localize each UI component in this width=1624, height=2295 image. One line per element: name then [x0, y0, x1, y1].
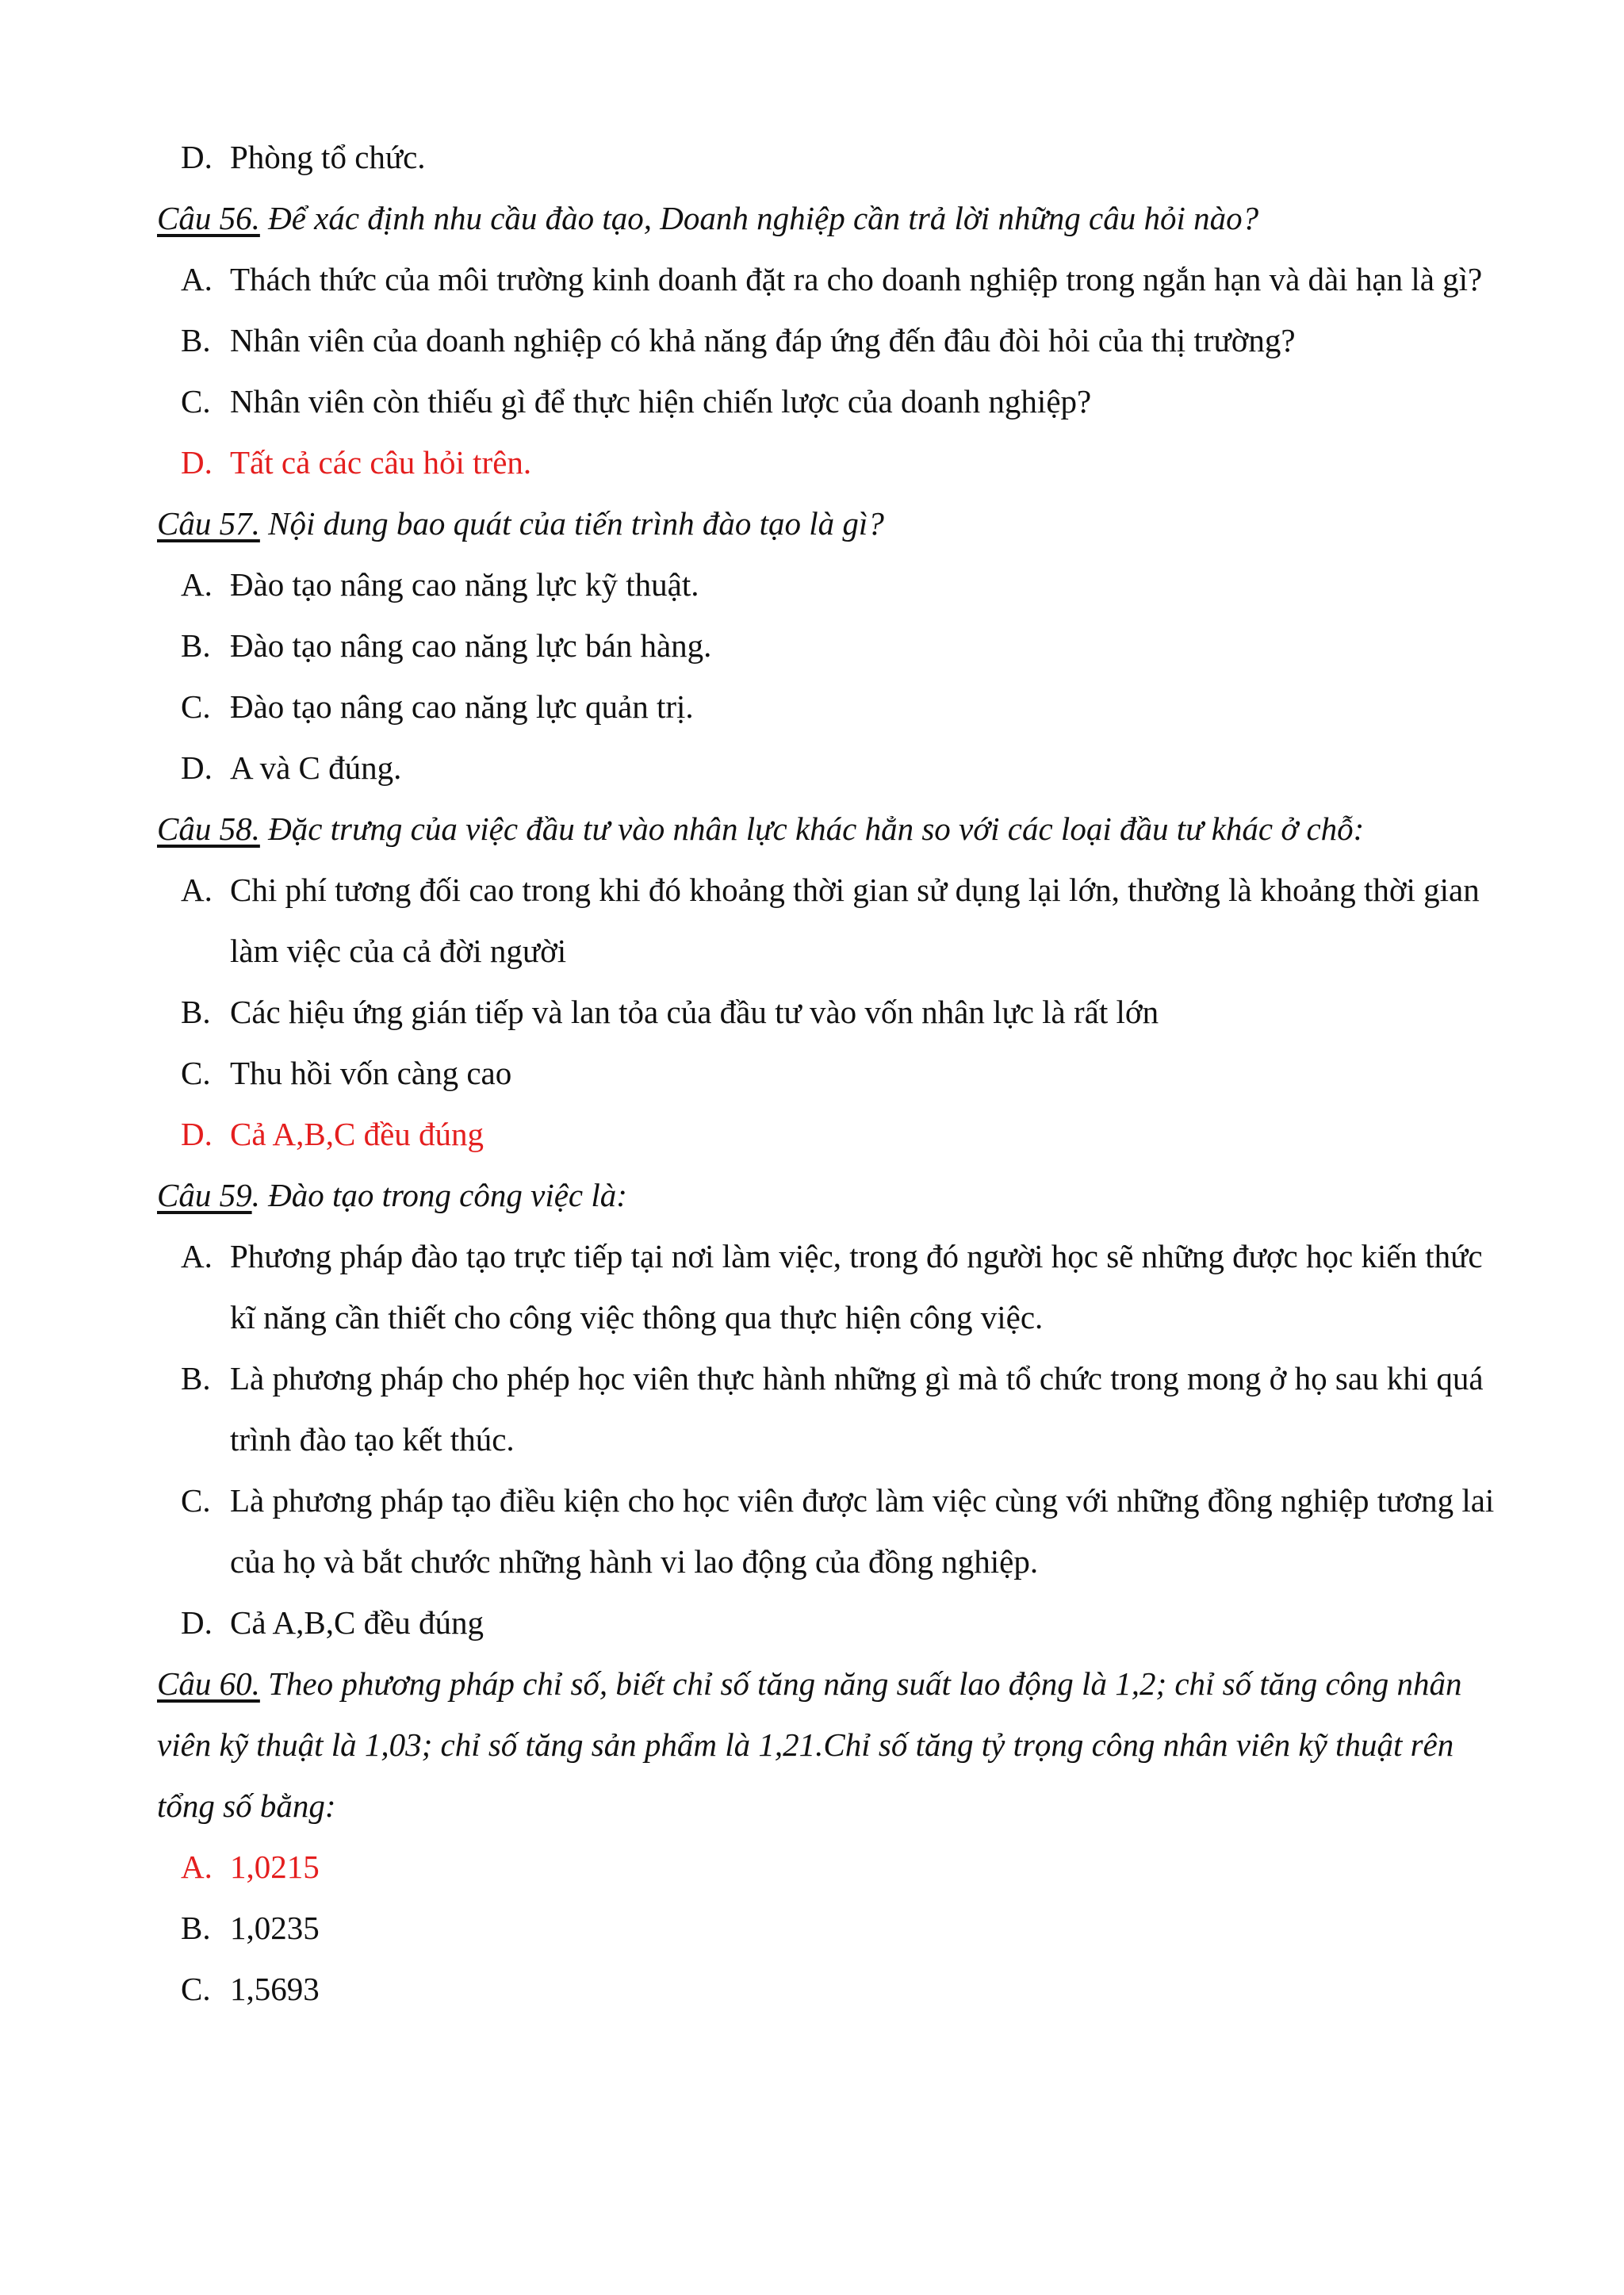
option-letter: C.: [181, 688, 211, 725]
option-letter: C.: [181, 1482, 211, 1519]
answer-option: [181, 1470, 1515, 1592]
option-text: Cả A,B,C đều đúng: [230, 1604, 485, 1641]
option-text: Thách thức của môi trường kinh doanh đặt ra cho doanh nghiệp trong ngắn hạn và dài hạn là gì?: [230, 261, 1483, 297]
answer-option: [181, 371, 1515, 432]
option-letter: A.: [181, 261, 213, 297]
question-text: Theo phương pháp chỉ số, biết chỉ số tăng năng suất lao động là 1,2; chỉ số tăng công nhân viên kỹ thuật là 1,03; chỉ số tăng sản phẩm là 1,21.Chỉ số tăng tỷ trọng công nhân viên kỹ thuật rên tổng số bằng:: [157, 1665, 1462, 1824]
option-letter: D.: [181, 1604, 213, 1641]
option-text: Phương pháp đào tạo trực tiếp tại nơi làm việc, trong đó người học sẽ những được học kiến thức kĩ năng cần thiết cho công việc thông qua thực hiện công việc.: [230, 1238, 1483, 1335]
option-letter: A.: [181, 872, 213, 908]
answer-option: [181, 1226, 1515, 1348]
option-text: Đào tạo nâng cao năng lực kỹ thuật.: [230, 566, 699, 603]
answer-option: [181, 127, 1515, 188]
option-letter: B.: [181, 994, 211, 1030]
question-number: Câu 59: [157, 1177, 252, 1213]
option-letter: B.: [181, 627, 211, 664]
question-57: [157, 493, 1489, 554]
option-text: Đào tạo nâng cao năng lực quản trị.: [230, 688, 694, 725]
option-text: Cả A,B,C đều đúng: [230, 1116, 485, 1152]
correct-answer-option: [181, 432, 1515, 493]
correct-answer-option: [181, 1837, 1515, 1898]
question-58: [157, 799, 1489, 860]
option-text: Là phương pháp tạo điều kiện cho học viên được làm việc cùng với những đồng nghiệp tương lai của họ và bắt chước những hành vi lao động của đồng nghiệp.: [230, 1482, 1495, 1580]
question-number: Câu 58.: [157, 810, 260, 847]
option-text: Chi phí tương đối cao trong khi đó khoảng thời gian sử dụng lại lớn, thường là khoảng thời gian làm việc của cả đời người: [230, 872, 1480, 969]
option-letter: A.: [181, 566, 213, 603]
answer-option: [181, 615, 1515, 676]
question-number: Câu 60.: [157, 1665, 260, 1702]
question-text: Đặc trưng của việc đầu tư vào nhân lực khác hẳn so với các loại đầu tư khác ở chỗ:: [268, 810, 1365, 847]
answer-option: [181, 1043, 1515, 1104]
option-text: 1,0215: [230, 1849, 320, 1885]
answer-option: [181, 1959, 1515, 2020]
answer-option: [181, 676, 1515, 738]
answer-option: [181, 982, 1515, 1043]
answer-option: [181, 1898, 1515, 1959]
option-letter: C.: [181, 383, 211, 420]
option-text: A và C đúng.: [230, 749, 402, 786]
option-text: Thu hồi vốn càng cao: [230, 1055, 512, 1091]
option-letter: D.: [181, 444, 213, 481]
answer-option: [181, 860, 1515, 982]
option-text: Nhân viên của doanh nghiệp có khả năng đáp ứng đến đâu đòi hỏi của thị trường?: [230, 322, 1296, 358]
option-text: 1,5693: [230, 1971, 320, 2007]
option-text: 1,0235: [230, 1910, 320, 1946]
answer-option: [181, 1592, 1515, 1653]
option-letter: B.: [181, 1910, 211, 1946]
option-letter: B.: [181, 322, 211, 358]
option-letter: C.: [181, 1971, 211, 2007]
answer-option: [181, 310, 1515, 371]
option-letter: C.: [181, 1055, 211, 1091]
option-text: Phòng tổ chức.: [230, 139, 426, 175]
question-text: . Đào tạo trong công việc là:: [251, 1177, 627, 1213]
option-text: Các hiệu ứng gián tiếp và lan tỏa của đầu tư vào vốn nhân lực là rất lớn: [230, 994, 1159, 1030]
question-text: Nội dung bao quát của tiến trình đào tạo là gì?: [268, 505, 884, 542]
answer-option: [181, 738, 1515, 799]
question-number: Câu 56.: [157, 200, 260, 236]
option-letter: D.: [181, 749, 213, 786]
answer-option: [181, 554, 1515, 615]
question-56: [157, 188, 1489, 249]
question-59: [157, 1165, 1489, 1226]
question-text: Để xác định nhu cầu đào tạo, Doanh nghiệp cần trả lời những câu hỏi nào?: [268, 200, 1259, 236]
option-letter: B.: [181, 1360, 211, 1397]
option-text: Tất cả các câu hỏi trên.: [230, 444, 532, 481]
question-number: Câu 57.: [157, 505, 260, 542]
option-text: Là phương pháp cho phép học viên thực hành những gì mà tổ chức trong mong ở họ sau khi quá trình đào tạo kết thúc.: [230, 1360, 1484, 1458]
option-letter: D.: [181, 139, 213, 175]
option-text: Đào tạo nâng cao năng lực bán hàng.: [230, 627, 712, 664]
question-60: [157, 1653, 1489, 1837]
option-letter: D.: [181, 1116, 213, 1152]
correct-answer-option: [181, 1104, 1515, 1165]
answer-option: [181, 1348, 1515, 1470]
document-content: [0, 127, 1624, 2020]
option-letter: A.: [181, 1849, 213, 1885]
option-text: Nhân viên còn thiếu gì để thực hiện chiến lược của doanh nghiệp?: [230, 383, 1092, 420]
answer-option: [181, 249, 1515, 310]
option-letter: A.: [181, 1238, 213, 1274]
